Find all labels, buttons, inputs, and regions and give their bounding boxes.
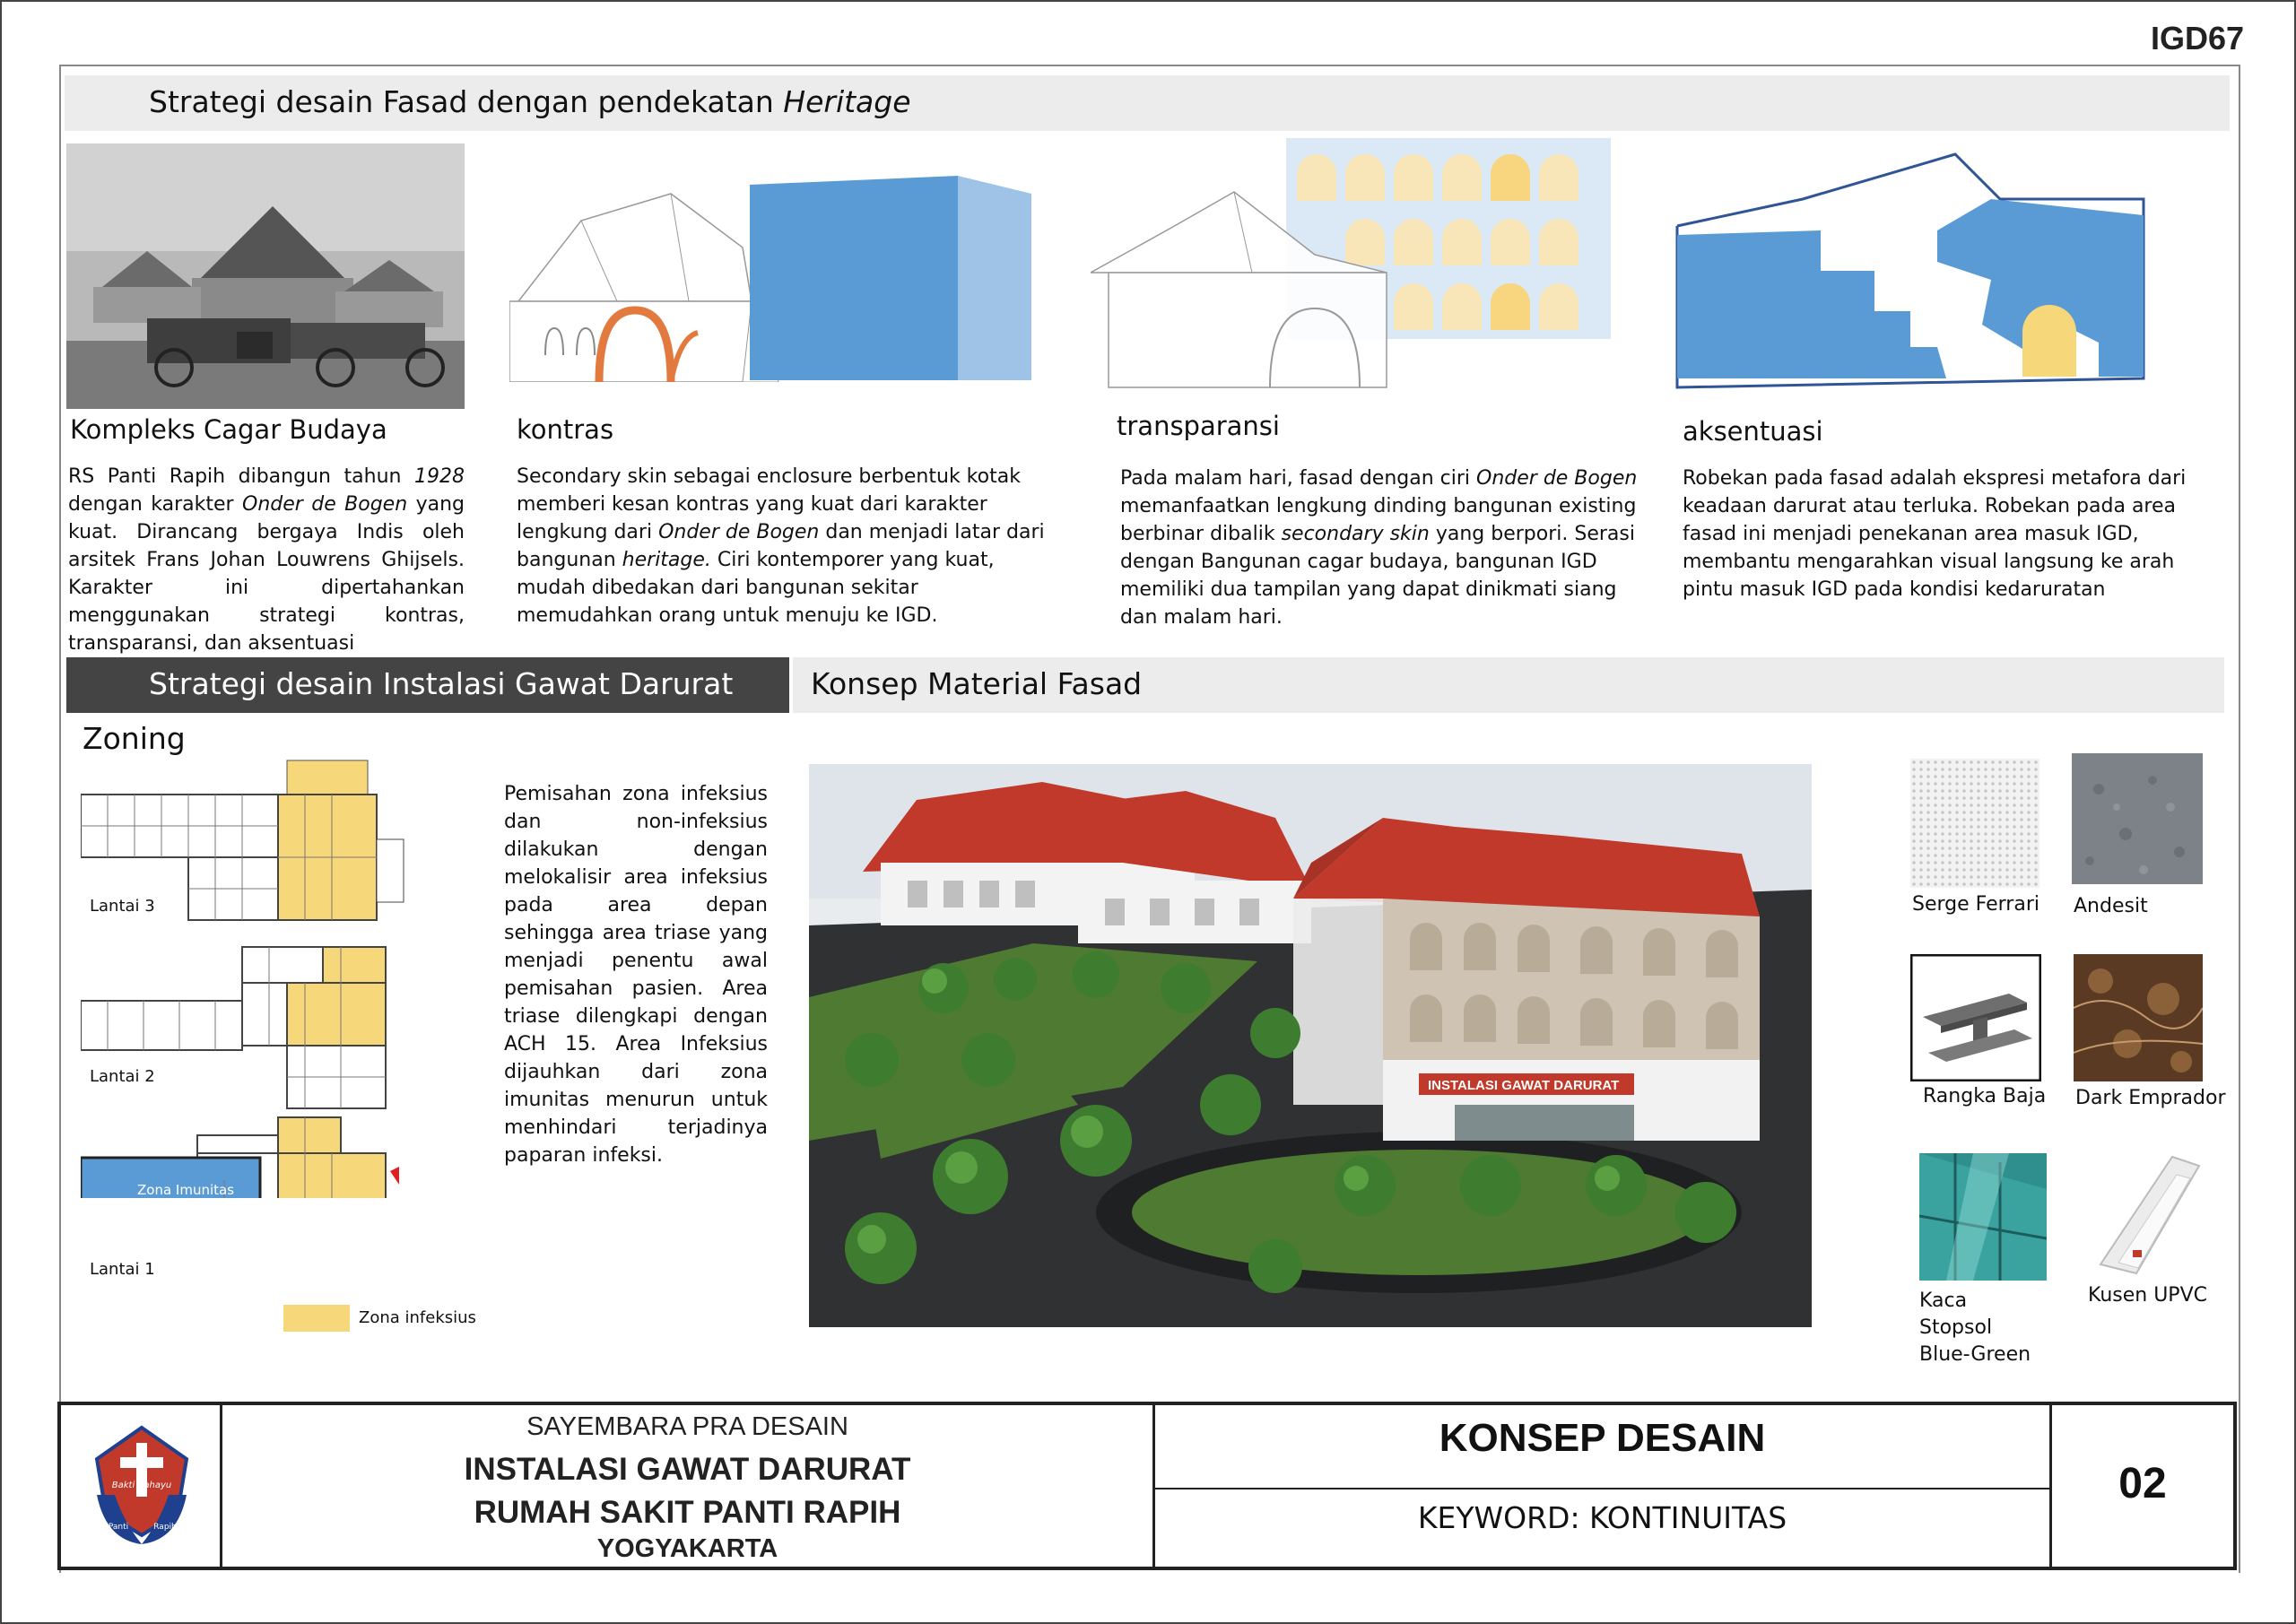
- material-header-bar: [793, 657, 2224, 713]
- footer-line-4: YOGYAKARTA: [596, 1534, 778, 1563]
- swatch-serge-ferrari: [1910, 759, 2039, 888]
- material-label-kaca-stopsol: Kaca Stopsol Blue-Green: [1919, 1290, 2031, 1366]
- title-block: [57, 1402, 2237, 1570]
- footer-line-2: INSTALASI GAWAT DARURAT: [464, 1452, 911, 1487]
- swatch-kaca-stopsol: [1919, 1153, 2047, 1281]
- igd-title: Strategi desain Instalasi Gawat Darurat: [149, 666, 734, 701]
- facade-render: [809, 764, 1812, 1327]
- igd-header-bar: [66, 657, 789, 713]
- footer-heading: KONSEP DESAIN: [1439, 1416, 1766, 1460]
- svg-text:Bakti Rahayu: Bakti Rahayu: [111, 1481, 172, 1490]
- zona-imunitas-label: Zona Imunitas menurun: [136, 1182, 235, 1215]
- heritage-item-body-4: Robekan pada fasad adalah ekspresi metafora dari keadaan darurat atau terluka. Robekan pada area fasad ini menjadi penekanan area masuk IGD, membantu mengarahkan visual langsung ke arah pintu masuk IGD pada kondisi kedaruratan: [1683, 467, 2187, 601]
- material-label-rangka-baja: Rangka Baja: [1923, 1085, 2047, 1107]
- material-label-kusen-upvc: Kusen UPVC: [2088, 1284, 2207, 1307]
- page-number: 02: [2118, 1460, 2167, 1507]
- legend-swatch-infeksius: [283, 1305, 350, 1332]
- swatch-rangka-baja: [1910, 954, 2041, 1081]
- footer-logo-cell: [61, 1405, 222, 1567]
- plan-lantai-1: [81, 1117, 399, 1198]
- heritage-item-title-2: kontras: [517, 414, 614, 445]
- swatch-dark-emprador: [2074, 954, 2203, 1081]
- floor-label-3: Lantai 3: [90, 897, 155, 916]
- heritage-header-bar: [65, 75, 2230, 131]
- floor-label-1: Lantai 1: [90, 1260, 155, 1279]
- footer-project-cell: [222, 1405, 1155, 1567]
- material-label-dark-emprador: Dark Emprador: [2075, 1087, 2226, 1109]
- historic-photo: [66, 143, 465, 409]
- sheet-code: IGD67: [2150, 20, 2244, 56]
- heritage-title: Strategi desain Fasad dengan pendekatan Heritage: [149, 84, 911, 119]
- zoning-description: Pemisahan zona infeksius dan non-infeksius dilakukan dengan melokalisir area infeksius pada area depan sehingga area triase yang menjadi penentu awal pemisahan pasien. Area triase dilengkapi dengan ACH 15. Area Infeksius dijauhkan dari zona imunitas menurun untuk menhindari terjadinya paparan infeksi.: [504, 783, 768, 1167]
- material-label-serge-ferrari: Serge Ferrari: [1912, 893, 2039, 916]
- kontras-sketch: [509, 176, 1039, 382]
- transparansi-sketch: [1091, 138, 1620, 389]
- svg-text:Rapih: Rapih: [153, 1523, 177, 1532]
- footer-heading-cell: [1155, 1405, 2052, 1567]
- heritage-item-body-1: RS Panti Rapih dibangun tahun 1928 dengan karakter Onder de Bogen yang kuat. Dirancang bergaya Indis oleh arsitek Frans Johan Louwrens Ghijsels. Karakter ini dipertahankan menggunakan strategi kontras, transparansi, dan aksentuasi: [68, 465, 465, 655]
- footer-page-cell: [2052, 1405, 2233, 1567]
- material-title: Konsep Material Fasad: [811, 666, 1143, 701]
- zoning-title: Zoning: [83, 721, 186, 756]
- aksentuasi-sketch: [1668, 145, 2152, 405]
- footer-divider: [1155, 1488, 2049, 1489]
- render-sign: INSTALASI GAWAT DARURAT: [1428, 1078, 1620, 1093]
- footer-line-1: SAYEMBARA PRA DESAIN: [526, 1412, 848, 1441]
- heritage-item-body-2: Secondary skin sebagai enclosure berbentuk kotak memberi kesan kontras yang kuat dari karakter lengkung dari Onder de Bogen dan menjadi latar dari bangunan heritage. Ciri kontemporer yang kuat, mudah dibedakan dari bangunan sekitar memudahkan orang untuk menuju ke IGD.: [517, 465, 1045, 627]
- heritage-item-title-1: Kompleks Cagar Budaya: [70, 414, 387, 445]
- material-label-andesit: Andesit: [2074, 895, 2148, 917]
- swatch-kusen-upvc: [2083, 1148, 2210, 1275]
- heritage-item-title-4: aksentuasi: [1683, 416, 1823, 447]
- legend-label-infeksius: Zona infeksius: [359, 1308, 476, 1327]
- panti-rapih-logo: [88, 1423, 196, 1549]
- footer-line-3: RUMAH SAKIT PANTI RAPIH: [474, 1495, 901, 1530]
- svg-text:Panti: Panti: [108, 1523, 129, 1532]
- floor-label-2: Lantai 2: [90, 1067, 155, 1086]
- footer-keyword: KEYWORD: KONTINUITAS: [1417, 1500, 1787, 1535]
- heritage-item-title-3: transparansi: [1117, 411, 1280, 441]
- heritage-item-body-3: Pada malam hari, fasad dengan ciri Onder de Bogen memanfaatkan lengkung dinding bangunan existing berbinar dibalik secondary skin yang berpori. Serasi dengan Bangunan cagar budaya, bangunan IGD memiliki dua tampilan yang dapat dinikmati siang dan malam hari.: [1120, 467, 1638, 629]
- swatch-andesit: [2072, 753, 2203, 884]
- zoning-floor-plans: [81, 759, 484, 1198]
